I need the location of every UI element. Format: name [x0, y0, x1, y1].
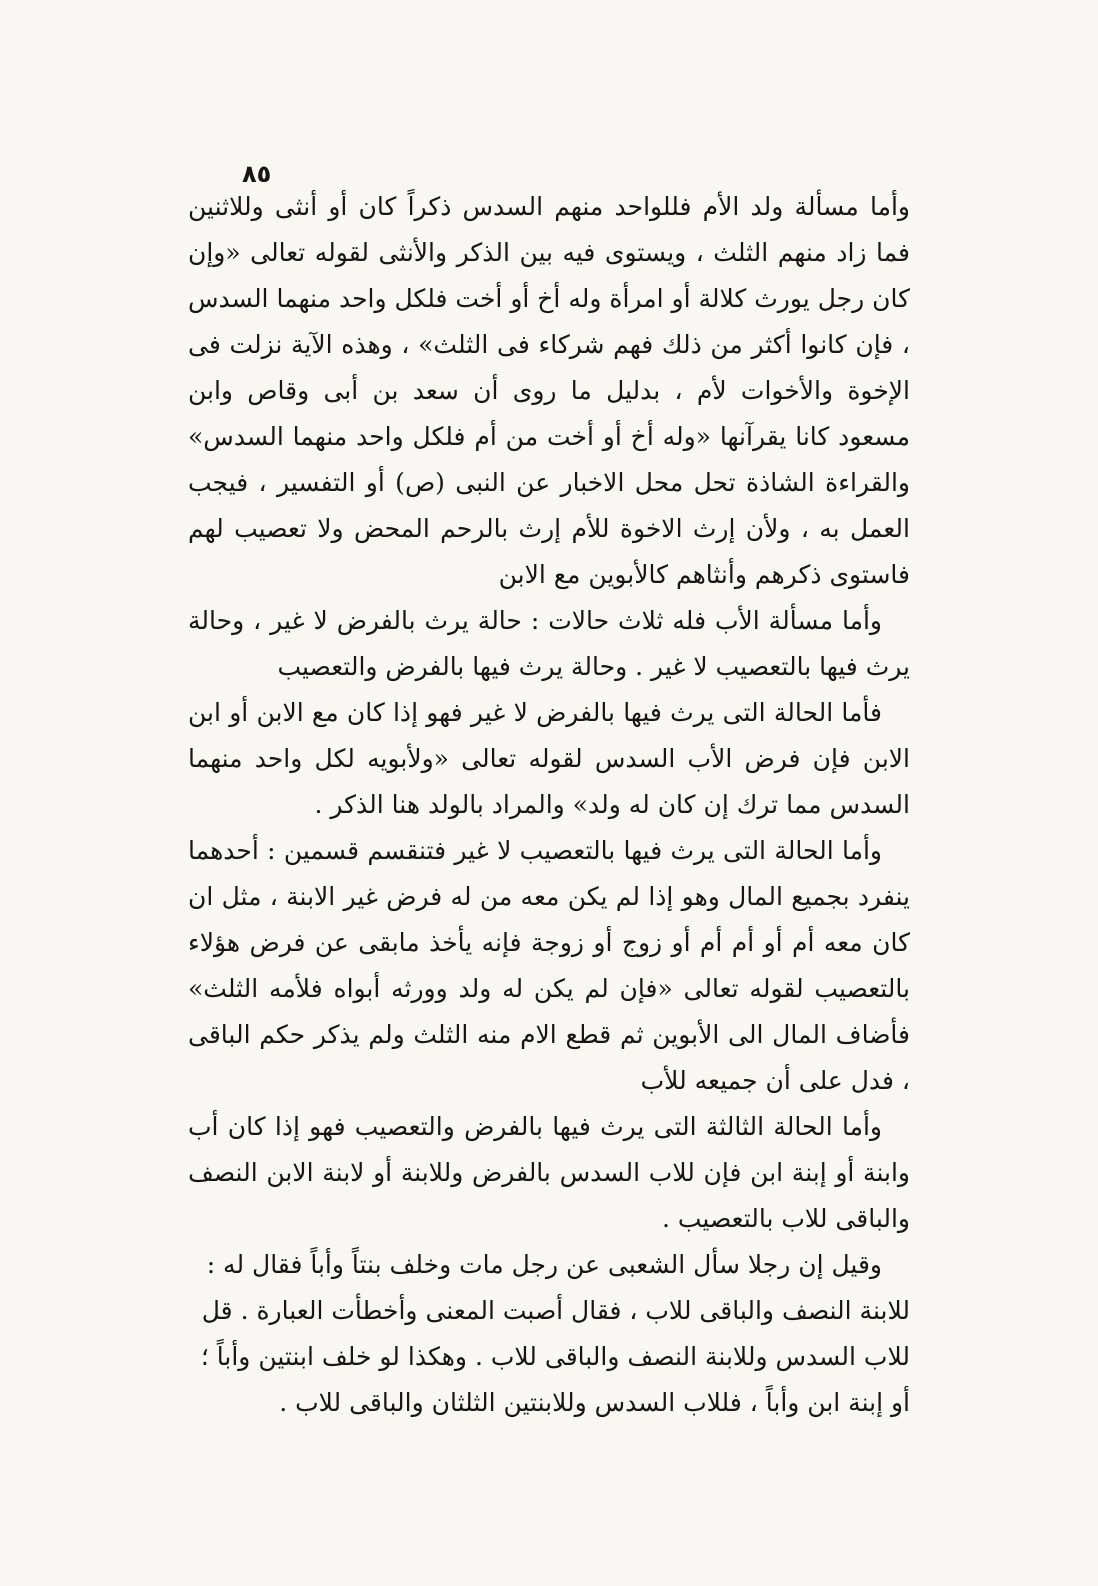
paragraph-father-cases: وأما مسألة الأب فله ثلاث حالات : حالة يرث بالفرض لا غير ، وحالة يرث فيها بالتعصيب لا غير . وحالة يرث فيها بالفرض والتعصيب	[188, 606, 910, 681]
paragraph-shabi-anecdote: وقيل إن رجلا سأل الشعبى عن رجل مات وخلف بنتاً وأباً فقال له : للابنة النصف والباقى للاب ، فقال أصبت المعنى وأخطأت العبارة . قل للاب السدس وللابنة النصف والباقى للاب . وهكذا لو خلف ابنتين وأباً ؛ أو إبنة ابن وأباً ، فللاب السدس وللابنتين الثلثان والباقى للاب .	[200, 1250, 910, 1417]
page-body	[188, 184, 910, 1426]
paragraph-mother-children: وأما مسألة ولد الأم فللواحد منهم السدس ذكراً كان أو أنثى وللاثنين فما زاد منهم الثلث ، ويستوى فيه بين الذكر والأنثى لقوله تعالى «وإن كان رجل يورث كلالة أو امرأة وله أخ أو أخت فلكل واحد منهما السدس ، فإن كانوا أكثر من ذلك فهم شركاء فى الثلث» ، وهذه الآية نزلت فى الإخوة والأخوات لأم ، بدليل ما روى أن سعد بن أبى وقاص وابن مسعود كانا يقرآنها «وله أخ أو أخت من أم فلكل واحد منهما السدس» والقراءة الشاذة تحل محل الاخبار عن النبى (ص) أو التفسير ، فيجب العمل به ، ولأن إرث الاخوة للأم إرث بالرحم المحض ولا تعصيب لهم فاستوى ذكرهم وأنثاهم كالأبوين مع الابن	[188, 192, 910, 589]
paragraph-father-both: وأما الحالة الثالثة التى يرث فيها بالفرض والتعصيب فهو إذا كان أب وابنة أو إبنة ابن فإن للاب السدس بالفرض وللابنة أو لابنة الابن النصف والباقى للاب بالتعصيب .	[188, 1112, 910, 1233]
page-number: ٨٥	[242, 160, 272, 188]
paragraph-father-residuary: وأما الحالة التى يرث فيها بالتعصيب لا غير فتنقسم قسمين : أحدهما ينفرد بجميع المال وهو إذا لم يكن معه من له فرض غير الابنة ، مثل ان كان معه أم أو أم أم أو زوج أو زوجة فإنه يأخذ مابقى عن فرض هؤلاء بالتعصيب لقوله تعالى «فإن لم يكن له ولد وورثه أبواه فلأمه الثلث» فأضاف المال الى الأبوين ثم قطع الام منه الثلث ولم يذكر حكم الباقى ، فدل على أن جميعه للأب	[188, 836, 910, 1095]
paragraph-father-fixed-share: فأما الحالة التى يرث فيها بالفرض لا غير فهو إذا كان مع الابن أو ابن الابن فإن فرض الأب السدس لقوله تعالى «ولأبويه لكل واحد منهما السدس مما ترك إن كان له ولد» والمراد بالولد هنا الذكر .	[188, 698, 910, 819]
